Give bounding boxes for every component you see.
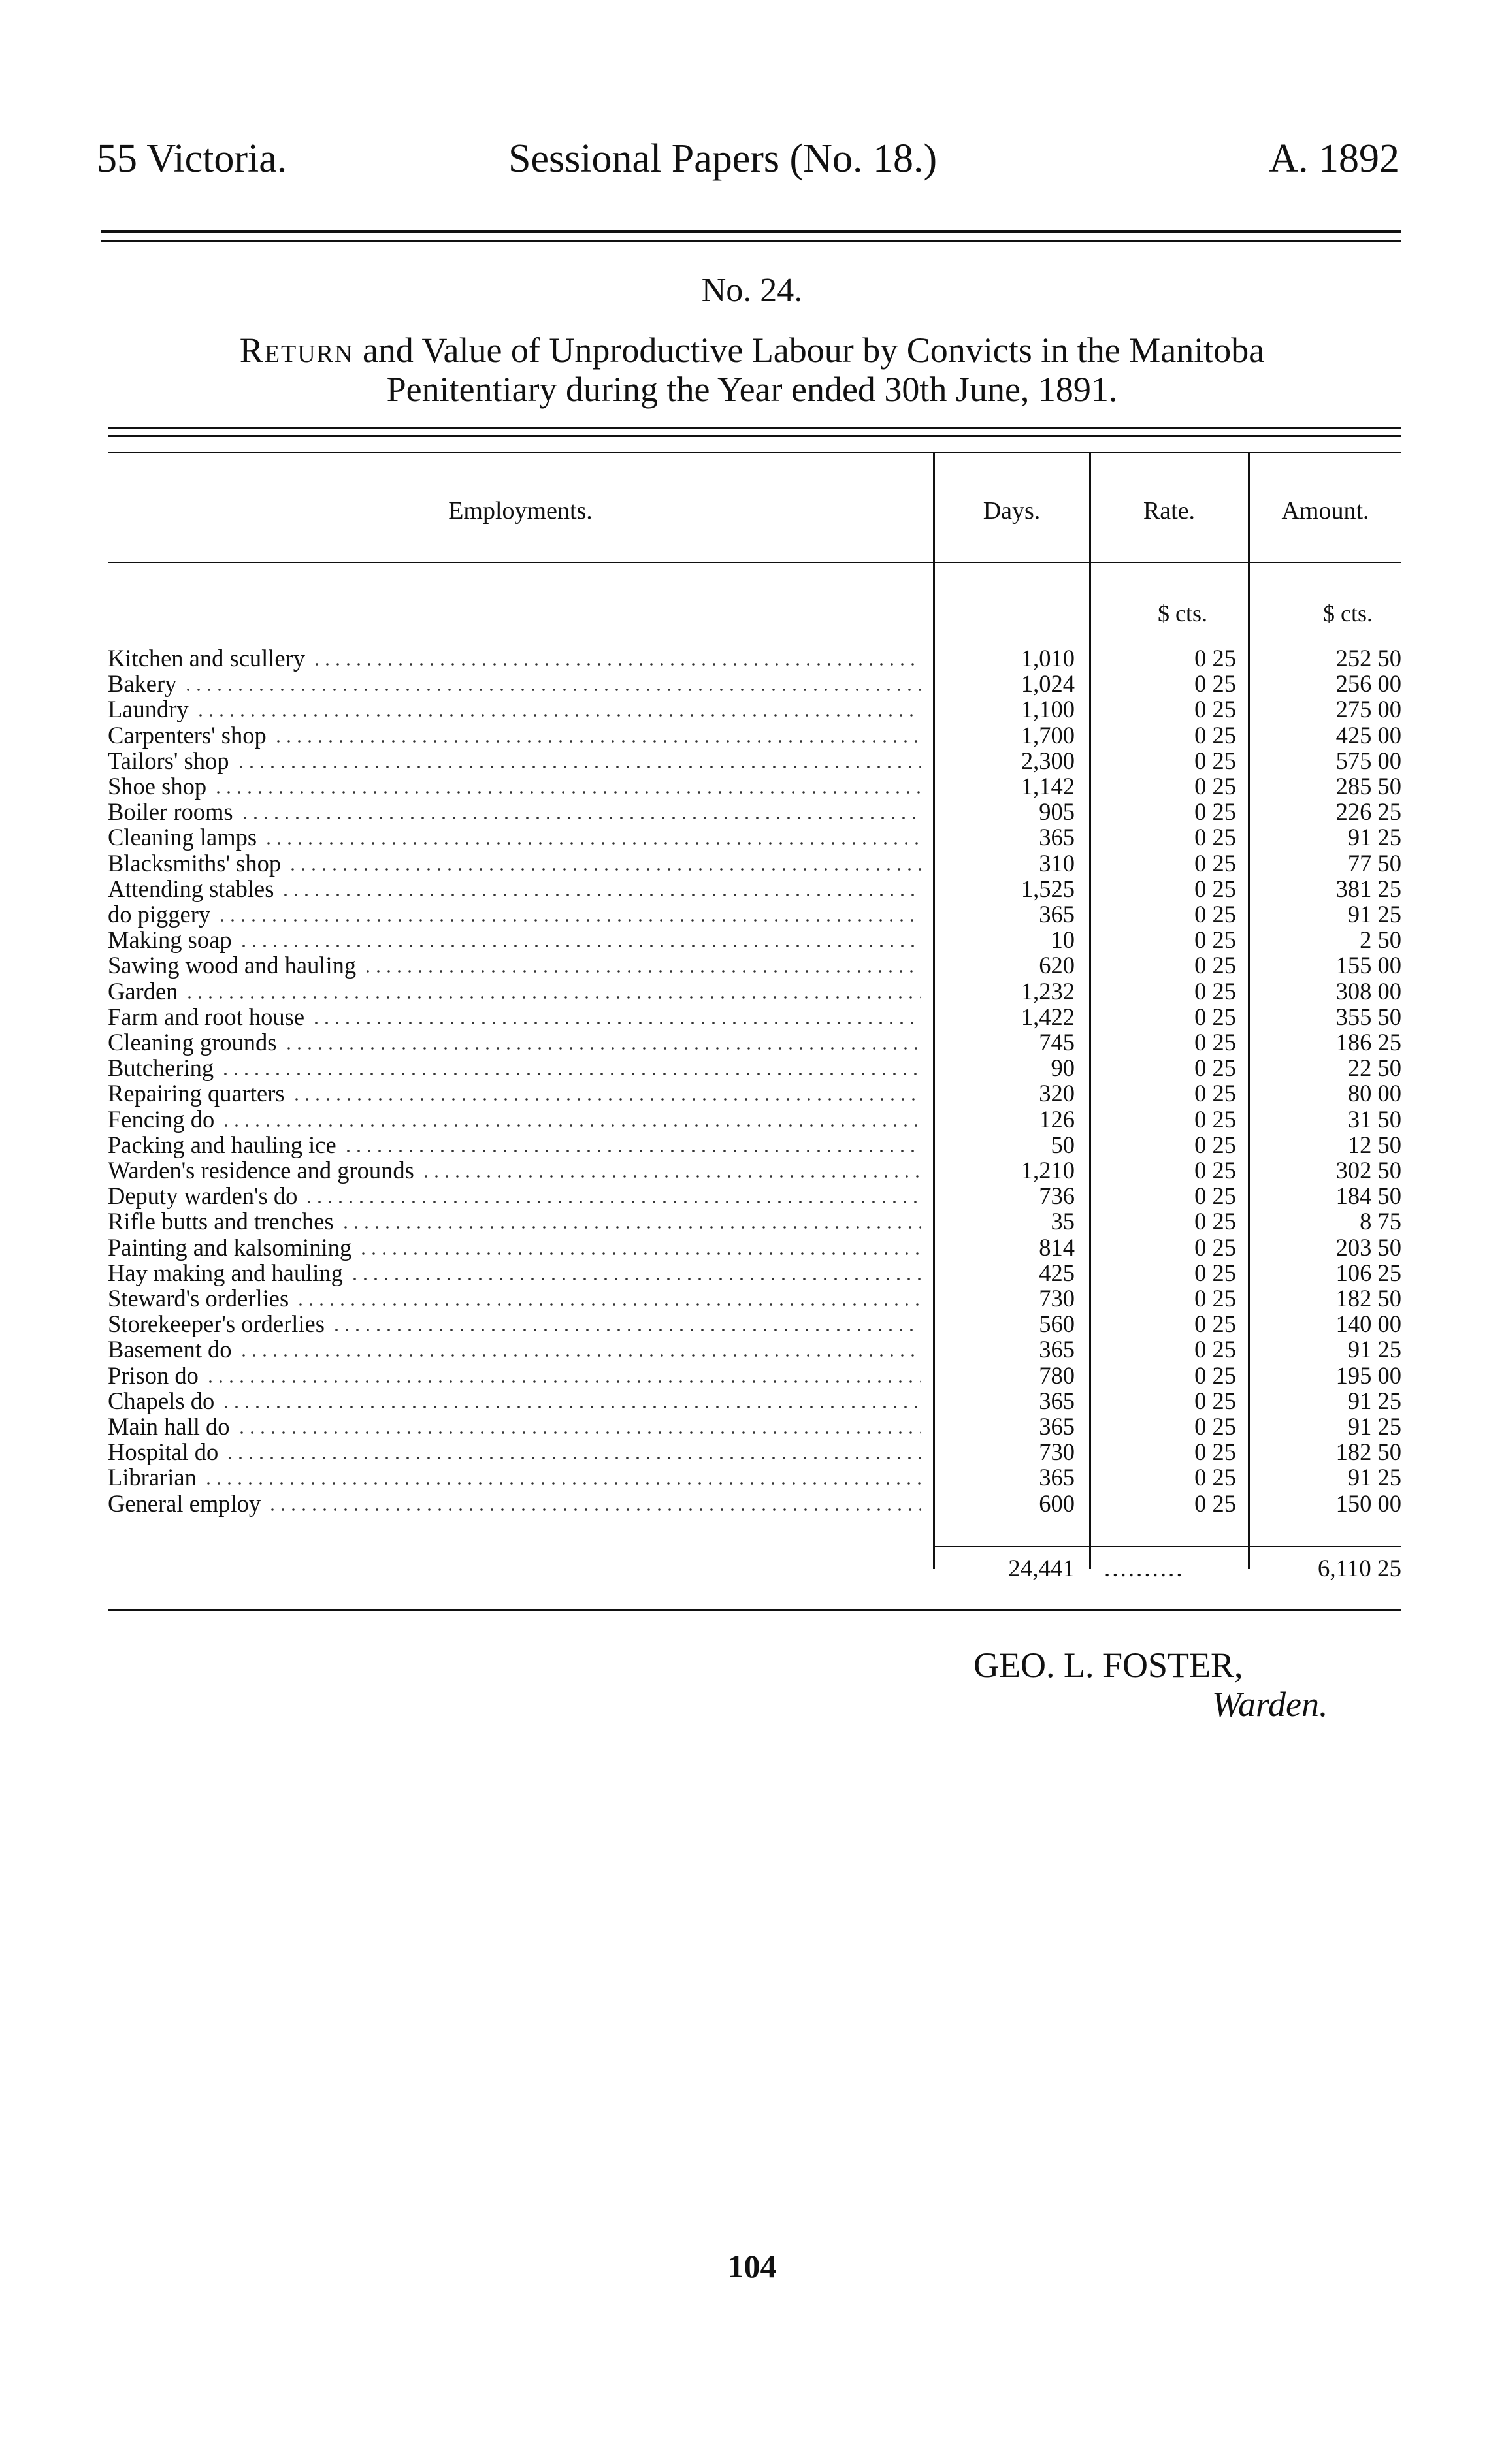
dot-leader (350, 1276, 921, 1282)
table-row (0, 851, 1504, 877)
dot-leader (263, 840, 921, 847)
employment-cell: Making soap (108, 926, 232, 954)
amount-cell: 91 25 (1347, 1387, 1401, 1414)
rate-cell: 0 25 (1194, 1259, 1236, 1286)
rate-cell: 0 25 (1194, 1054, 1236, 1082)
employment-cell: Carpenters' shop (108, 721, 267, 749)
dot-leader (213, 789, 921, 796)
table-row (0, 1363, 1504, 1389)
dot-leader (284, 1045, 921, 1052)
amount-cell: 22 50 (1347, 1054, 1401, 1082)
document-title-rest: and Value of Unproductive Labour by Convicts in the Manitoba (353, 331, 1265, 370)
amount-cell: 203 50 (1335, 1233, 1401, 1261)
dot-leader (217, 917, 921, 924)
table-row (0, 1208, 1504, 1235)
total-rate: .......... (1104, 1555, 1185, 1582)
dot-leader (203, 1480, 921, 1487)
employment-cell: Warden's residence and grounds (108, 1157, 414, 1184)
employment-cell: Tailors' shop (108, 747, 229, 774)
employment-cell: Rifle butts and trenches (108, 1208, 334, 1235)
header-left: 55 Victoria. (97, 137, 287, 181)
rate-cell: 0 25 (1194, 1182, 1236, 1210)
signature-name: GEO. L. FOSTER, (973, 1645, 1243, 1685)
rate-cell: 0 25 (1194, 1208, 1236, 1235)
rate-cell: 0 25 (1194, 1336, 1236, 1363)
amount-cell: 308 00 (1335, 977, 1401, 1005)
employment-cell: Librarian (108, 1464, 197, 1491)
employment-cell: Blacksmiths' shop (108, 849, 282, 877)
days-cell: 365 (1039, 1413, 1075, 1440)
rate-cell: 0 25 (1194, 1464, 1236, 1491)
amount-cell: 91 25 (1347, 1464, 1401, 1491)
dot-leader (340, 1224, 921, 1231)
days-cell: 1,142 (1021, 773, 1075, 800)
dot-leader (331, 1327, 921, 1333)
column-header-amount: Amount. (1281, 497, 1369, 525)
table-row (0, 773, 1504, 800)
dot-leader (237, 1429, 921, 1436)
rate-cell: 0 25 (1194, 1361, 1236, 1389)
employment-cell: Deputy warden's do (108, 1182, 298, 1210)
table-row (0, 748, 1504, 774)
table-row (0, 1055, 1504, 1081)
rate-cell: 0 25 (1194, 645, 1236, 672)
rate-cell: 0 25 (1194, 1029, 1236, 1056)
column-header-days: Days. (983, 497, 1041, 525)
table-row (0, 1337, 1504, 1363)
table-rule-bottom (108, 1609, 1401, 1611)
dot-leader (236, 764, 922, 770)
document-number: No. 24. (701, 272, 803, 309)
rate-cell: 0 25 (1194, 952, 1236, 979)
employment-cell: General employ (108, 1489, 261, 1517)
rate-cell: 0 25 (1194, 1489, 1236, 1517)
amount-cell: 226 25 (1335, 798, 1401, 826)
days-cell: 365 (1039, 1387, 1075, 1414)
rate-cell: 0 25 (1194, 1131, 1236, 1158)
amount-cell: 91 25 (1347, 901, 1401, 928)
amount-cell: 106 25 (1335, 1259, 1401, 1286)
rate-cell: 0 25 (1194, 798, 1236, 826)
column-header-rate: Rate. (1143, 497, 1196, 525)
rate-cell: 0 25 (1194, 1105, 1236, 1133)
table-row (0, 1491, 1504, 1517)
rate-cell: 0 25 (1194, 1387, 1236, 1414)
dot-leader (183, 687, 921, 693)
dot-leader (280, 892, 921, 898)
dot-leader (291, 1096, 921, 1103)
dot-leader (267, 1506, 921, 1513)
table-row (0, 1439, 1504, 1465)
table-row (0, 824, 1504, 851)
employment-cell: Chapels do (108, 1387, 215, 1414)
amount-cell: 195 00 (1335, 1361, 1401, 1389)
total-amount: 6,110 25 (1317, 1555, 1401, 1582)
rate-cell: 0 25 (1194, 1003, 1236, 1030)
amount-cell: 355 50 (1335, 1003, 1401, 1030)
employment-cell: Basement do (108, 1336, 232, 1363)
days-cell: 2,300 (1021, 747, 1075, 774)
dot-leader (184, 994, 921, 1001)
amount-cell: 285 50 (1335, 773, 1401, 800)
amount-cell: 140 00 (1335, 1310, 1401, 1338)
employment-cell: Shoe shop (108, 773, 207, 800)
signature-title: Warden. (1212, 1685, 1328, 1724)
amount-cell: 91 25 (1347, 1336, 1401, 1363)
dot-leader (273, 738, 921, 745)
dot-leader (343, 1148, 921, 1154)
employment-cell: Fencing do (108, 1105, 215, 1133)
amount-cell: 91 25 (1347, 824, 1401, 851)
dot-leader (304, 1199, 921, 1205)
rate-units: $ cts. (1158, 600, 1207, 626)
table-row (0, 645, 1504, 672)
dot-leader (225, 1455, 921, 1461)
employment-cell: Repairing quarters (108, 1080, 285, 1107)
table-row (0, 979, 1504, 1005)
days-cell: 730 (1039, 1438, 1075, 1466)
dot-leader (195, 712, 921, 719)
days-cell: 814 (1039, 1233, 1075, 1261)
amount-cell: 182 50 (1335, 1438, 1401, 1466)
document-title-lead: Return (239, 331, 354, 370)
amount-cell: 252 50 (1335, 645, 1401, 672)
days-cell: 126 (1039, 1105, 1075, 1133)
employment-cell: Hospital do (108, 1438, 219, 1466)
amount-cell: 575 00 (1335, 747, 1401, 774)
document-title-line-2: Penitentiary during the Year ended 30th June, 1891. (386, 370, 1118, 409)
table-row (0, 876, 1504, 902)
table-row (0, 1311, 1504, 1337)
table-row (0, 671, 1504, 697)
days-cell: 620 (1039, 952, 1075, 979)
amount-cell: 275 00 (1335, 696, 1401, 723)
days-cell: 365 (1039, 824, 1075, 851)
table-row (0, 1080, 1504, 1107)
rate-cell: 0 25 (1194, 1080, 1236, 1107)
rate-cell: 0 25 (1194, 773, 1236, 800)
table-row (0, 1132, 1504, 1158)
days-cell: 600 (1039, 1489, 1075, 1517)
table-row (0, 927, 1504, 953)
rate-cell: 0 25 (1194, 977, 1236, 1005)
table-row (0, 1414, 1504, 1440)
amount-cell: 80 00 (1347, 1080, 1401, 1107)
days-cell: 320 (1039, 1080, 1075, 1107)
employment-cell: Packing and hauling ice (108, 1131, 336, 1158)
amount-cell: 31 50 (1347, 1105, 1401, 1133)
days-cell: 1,700 (1021, 721, 1075, 749)
days-cell: 745 (1039, 1029, 1075, 1056)
employment-cell: Sawing wood and hauling (108, 952, 357, 979)
employment-cell: Laundry (108, 696, 189, 723)
table-row (0, 1183, 1504, 1209)
days-cell: 780 (1039, 1361, 1075, 1389)
dot-leader (205, 1378, 921, 1385)
dot-leader (358, 1250, 921, 1257)
days-cell: 1,024 (1021, 670, 1075, 698)
dot-leader (221, 1122, 921, 1129)
dot-leader (220, 1071, 921, 1077)
header-center: Sessional Papers (No. 18.) (508, 137, 938, 181)
employment-cell: Kitchen and scullery (108, 645, 306, 672)
table-row (0, 1465, 1504, 1491)
employment-cell: Garden (108, 977, 178, 1005)
table-row (0, 901, 1504, 928)
table-row (0, 1388, 1504, 1414)
amount-cell: 425 00 (1335, 721, 1401, 749)
employment-cell: Bakery (108, 670, 177, 698)
days-cell: 310 (1039, 849, 1075, 877)
days-cell: 365 (1039, 1464, 1075, 1491)
days-cell: 425 (1039, 1259, 1075, 1286)
days-cell: 365 (1039, 901, 1075, 928)
amount-units: $ cts. (1323, 600, 1373, 626)
dot-leader (311, 1020, 921, 1026)
totals-rule (934, 1546, 1401, 1547)
days-cell: 730 (1039, 1285, 1075, 1312)
days-cell: 560 (1039, 1310, 1075, 1338)
dot-leader (363, 968, 921, 975)
rate-cell: 0 25 (1194, 1413, 1236, 1440)
amount-cell: 12 50 (1347, 1131, 1401, 1158)
amount-cell: 184 50 (1335, 1182, 1401, 1210)
employment-cell: Painting and kalsomining (108, 1233, 352, 1261)
dot-leader (238, 1352, 921, 1359)
employment-cell: Butchering (108, 1054, 214, 1082)
dot-leader (240, 815, 921, 821)
days-cell: 1,100 (1021, 696, 1075, 723)
rate-cell: 0 25 (1194, 721, 1236, 749)
employment-cell: Cleaning lamps (108, 824, 257, 851)
rate-cell: 0 25 (1194, 1310, 1236, 1338)
dot-leader (421, 1173, 921, 1180)
table-row (0, 1004, 1504, 1030)
days-cell: 1,210 (1021, 1157, 1075, 1184)
days-cell: 736 (1039, 1182, 1075, 1210)
amount-cell: 381 25 (1335, 875, 1401, 902)
employment-cell: Hay making and hauling (108, 1259, 343, 1286)
rate-cell: 0 25 (1194, 696, 1236, 723)
rate-cell: 0 25 (1194, 875, 1236, 902)
days-cell: 10 (1051, 926, 1075, 954)
amount-cell: 155 00 (1335, 952, 1401, 979)
employment-cell: Boiler rooms (108, 798, 233, 826)
table-row (0, 1158, 1504, 1184)
dot-leader (287, 866, 921, 873)
amount-cell: 2 50 (1360, 926, 1401, 954)
rate-cell: 0 25 (1194, 1438, 1236, 1466)
amount-cell: 77 50 (1347, 849, 1401, 877)
employment-cell: Farm and root house (108, 1003, 305, 1030)
dot-leader (295, 1301, 921, 1308)
days-cell: 1,010 (1021, 645, 1075, 672)
days-cell: 365 (1039, 1336, 1075, 1363)
table-row (0, 1260, 1504, 1286)
rate-cell: 0 25 (1194, 1233, 1236, 1261)
total-days: 24,441 (1008, 1555, 1075, 1582)
employment-cell: Attending stables (108, 875, 274, 902)
amount-cell: 182 50 (1335, 1285, 1401, 1312)
dot-leader (221, 1404, 921, 1410)
table-row (0, 799, 1504, 825)
amount-cell: 8 75 (1360, 1208, 1401, 1235)
rate-cell: 0 25 (1194, 670, 1236, 698)
rate-cell: 0 25 (1194, 1285, 1236, 1312)
days-cell: 905 (1039, 798, 1075, 826)
days-cell: 50 (1051, 1131, 1075, 1158)
employment-cell: Steward's orderlies (108, 1285, 289, 1312)
table-row (0, 722, 1504, 749)
amount-cell: 186 25 (1335, 1029, 1401, 1056)
days-cell: 35 (1051, 1208, 1075, 1235)
dot-leader (238, 943, 921, 949)
amount-cell: 91 25 (1347, 1413, 1401, 1440)
employment-cell: Prison do (108, 1361, 199, 1389)
rate-cell: 0 25 (1194, 824, 1236, 851)
table-row (0, 1107, 1504, 1133)
employment-cell: do piggery (108, 901, 211, 928)
header-right: A. 1892 (1269, 137, 1399, 181)
employment-cell: Cleaning grounds (108, 1029, 277, 1056)
amount-cell: 302 50 (1335, 1157, 1401, 1184)
days-cell: 1,525 (1021, 875, 1075, 902)
table-row (0, 1286, 1504, 1312)
amount-cell: 150 00 (1335, 1489, 1401, 1517)
rate-cell: 0 25 (1194, 849, 1236, 877)
days-cell: 90 (1051, 1054, 1075, 1082)
employment-cell: Main hall do (108, 1413, 230, 1440)
rate-cell: 0 25 (1194, 901, 1236, 928)
table-row (0, 1235, 1504, 1261)
page-number: 104 (727, 2248, 777, 2284)
amount-cell: 256 00 (1335, 670, 1401, 698)
table-row (0, 952, 1504, 979)
table-row (0, 1029, 1504, 1056)
rate-cell: 0 25 (1194, 926, 1236, 954)
dot-leader (312, 661, 921, 668)
days-cell: 1,422 (1021, 1003, 1075, 1030)
rate-cell: 0 25 (1194, 1157, 1236, 1184)
table-row (0, 696, 1504, 722)
days-cell: 1,232 (1021, 977, 1075, 1005)
rate-cell: 0 25 (1194, 747, 1236, 774)
column-header-employments: Employments. (448, 497, 593, 525)
employment-cell: Storekeeper's orderlies (108, 1310, 325, 1338)
